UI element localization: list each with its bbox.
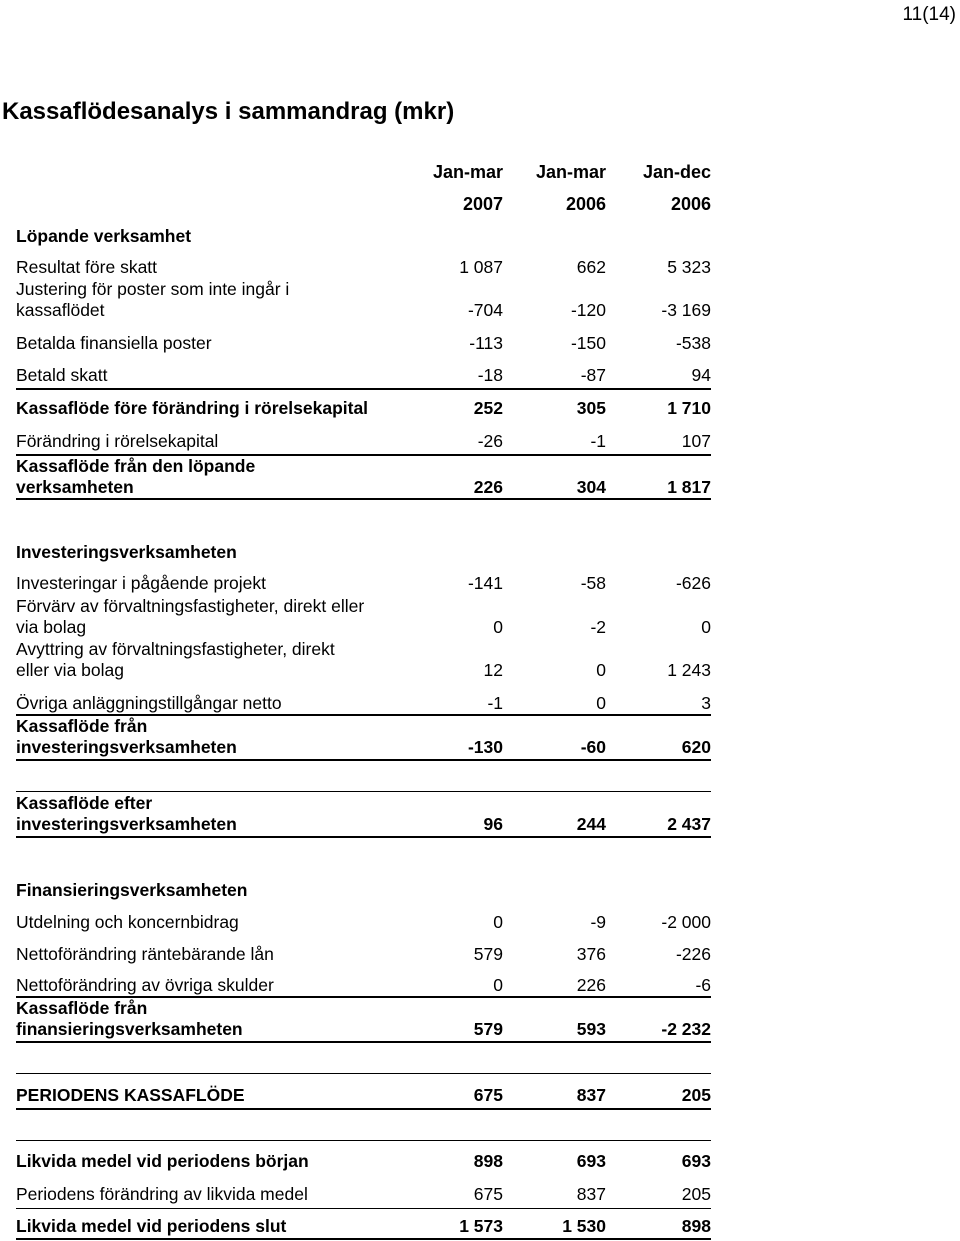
- column-year-header: [400, 194, 711, 216]
- value-2006: -87: [580, 365, 606, 385]
- row-periodens-kassaflode: [16, 1085, 711, 1106]
- col3-year: 2006: [670, 194, 711, 214]
- value-2006-full: 898: [681, 1216, 711, 1236]
- row-likvida-slut: [16, 1216, 711, 1237]
- row-kassaflode-efter: [16, 793, 711, 835]
- col2-period: Jan-mar: [535, 162, 606, 182]
- value-2007: -141: [467, 573, 503, 593]
- divider: [16, 791, 711, 792]
- row-likvida-forandring: [16, 1184, 711, 1205]
- value-2006: 693: [576, 1151, 606, 1171]
- row-label-line2: investeringsverksamheten: [16, 814, 237, 834]
- row-label-line1: Kassaflöde från: [16, 716, 148, 736]
- value-2006-full: 620: [681, 737, 711, 757]
- value-2006-full: 205: [681, 1184, 711, 1204]
- divider: [16, 1073, 711, 1074]
- value-2007: 252: [473, 398, 503, 418]
- value-2007: -26: [477, 431, 503, 451]
- value-2006-full: 1 817: [667, 477, 711, 497]
- value-2007: -704: [467, 300, 503, 320]
- value-2007: -18: [477, 365, 503, 385]
- value-2007: 579: [473, 1019, 503, 1039]
- value-2006-full: 693: [681, 1151, 711, 1171]
- row-label: Betald skatt: [16, 365, 108, 385]
- row-label-line2: eller via bolag: [16, 660, 124, 680]
- row-label-line1: Kassaflöde från den löpande: [16, 456, 256, 476]
- divider: [16, 759, 711, 761]
- row-label: PERIODENS KASSAFLÖDE: [16, 1085, 245, 1105]
- value-2006-full: 205: [681, 1085, 711, 1105]
- col1-year: 2007: [462, 194, 503, 214]
- value-2006: 376: [576, 944, 606, 964]
- row-ovriga-skulder: [16, 975, 711, 996]
- value-2007: 0: [493, 975, 503, 995]
- row-label: Utdelning och koncernbidrag: [16, 912, 239, 932]
- value-2006-full: -2 232: [661, 1019, 711, 1039]
- value-2007: -113: [469, 333, 503, 353]
- value-2006: -58: [580, 573, 606, 593]
- row-investeringar-projekt: [16, 573, 711, 594]
- value-2006: -1: [590, 431, 606, 451]
- page-number: 11(14): [902, 4, 956, 25]
- row-label: Resultat före skatt: [16, 257, 158, 277]
- value-2006: -2: [590, 617, 606, 637]
- value-2007: 675: [473, 1184, 503, 1204]
- row-utdelning: [16, 912, 711, 933]
- divider: [16, 1238, 711, 1240]
- value-2006-full: 107: [681, 431, 711, 451]
- value-2006: 1 530: [562, 1216, 606, 1236]
- section-finansiering-heading: Finansieringsverksamheten: [16, 880, 248, 900]
- value-2006-full: 94: [691, 365, 711, 385]
- column-period-header: [400, 162, 711, 184]
- value-2006-full: 1 243: [667, 660, 711, 680]
- row-label: Övriga anläggningstillgångar netto: [16, 693, 282, 713]
- col3-period: Jan-dec: [642, 162, 711, 182]
- row-forvarv: [16, 596, 711, 638]
- divider: [16, 498, 711, 500]
- divider: [16, 1208, 711, 1209]
- row-label: Periodens förändring av likvida medel: [16, 1184, 308, 1204]
- divider: [16, 1140, 711, 1141]
- value-2006-full: 1 710: [667, 398, 711, 418]
- section-lopande-heading: Löpande verksamhet: [16, 226, 192, 246]
- value-2007: 1 573: [459, 1216, 503, 1236]
- row-justering: [16, 279, 711, 321]
- row-label: Likvida medel vid periodens slut: [16, 1216, 287, 1236]
- value-2006-full: -6: [695, 975, 711, 995]
- value-2006: 593: [576, 1019, 606, 1039]
- value-2006-full: -626: [675, 573, 711, 593]
- row-ovriga-anlaggningar: [16, 693, 711, 714]
- value-2007: -130: [467, 737, 503, 757]
- row-label: Nettoförändring av övriga skulder: [16, 975, 274, 995]
- value-2007: -1: [487, 693, 503, 713]
- row-label-line2: investeringsverksamheten: [16, 737, 237, 757]
- row-label: Investeringar i pågående projekt: [16, 573, 267, 593]
- row-label-line2: via bolag: [16, 617, 87, 637]
- value-2006: 226: [576, 975, 606, 995]
- row-label: Betalda finansiella poster: [16, 333, 212, 353]
- value-2006-full: -2 000: [661, 912, 711, 932]
- divider: [16, 388, 711, 390]
- value-2007: 1 087: [459, 257, 503, 277]
- value-2006-full: 3: [701, 693, 711, 713]
- value-2006-full: 5 323: [667, 257, 711, 277]
- value-2006-full: 0: [701, 617, 711, 637]
- value-2007: 675: [473, 1085, 503, 1105]
- value-2006: -150: [570, 333, 606, 353]
- page-title: Kassaflödesanalys i sammandrag (mkr): [2, 98, 455, 125]
- row-label-line2: kassaflödet: [16, 300, 105, 320]
- row-label-line1: Avyttring av förvaltningsfastigheter, direkt: [16, 639, 335, 659]
- row-label: Kassaflöde före förändring i rörelsekapital: [16, 398, 369, 418]
- value-2007: 96: [483, 814, 503, 834]
- row-kassaflode-lopande: [16, 456, 711, 498]
- row-label-line2: verksamheten: [16, 477, 134, 497]
- row-label-line1: Kassaflöde från: [16, 998, 148, 1018]
- row-label-line2: finansieringsverksamheten: [16, 1019, 243, 1039]
- divider: [16, 836, 711, 838]
- divider: [16, 1108, 711, 1110]
- value-2006-full: 2 437: [667, 814, 711, 834]
- row-avyttring: [16, 639, 711, 681]
- value-2006: 304: [576, 477, 606, 497]
- row-label: Likvida medel vid periodens början: [16, 1151, 309, 1171]
- value-2007: 579: [473, 944, 503, 964]
- value-2006-full: -3 169: [661, 300, 711, 320]
- section-investering-heading: Investeringsverksamheten: [16, 542, 237, 562]
- row-rantebarande-lan: [16, 944, 711, 965]
- value-2006-full: -538: [675, 333, 711, 353]
- value-2007: 898: [473, 1151, 503, 1171]
- row-kassaflode-investering: [16, 716, 711, 758]
- value-2006: 837: [576, 1184, 606, 1204]
- value-2007: 12: [483, 660, 503, 680]
- row-label-line1: Kassaflöde efter: [16, 793, 153, 813]
- value-2006: 305: [576, 398, 606, 418]
- row-likvida-borjan: [16, 1151, 711, 1172]
- row-kassaflode-fore: [16, 398, 711, 419]
- value-2006: 837: [576, 1085, 606, 1105]
- row-label: Nettoförändring räntebärande lån: [16, 944, 274, 964]
- row-kassaflode-finansiering: [16, 998, 711, 1040]
- row-betald-skatt: [16, 365, 711, 386]
- value-2006: 662: [576, 257, 606, 277]
- row-resultat: [16, 257, 711, 278]
- value-2007: 0: [493, 912, 503, 932]
- col1-period: Jan-mar: [432, 162, 503, 182]
- row-label-line1: Justering för poster som inte ingår i: [16, 279, 290, 299]
- value-2006: -60: [580, 737, 606, 757]
- value-2006: -120: [570, 300, 606, 320]
- value-2006: 0: [596, 693, 606, 713]
- divider: [16, 1041, 711, 1043]
- row-forandring-rorelsekapital: [16, 431, 711, 452]
- value-2007: 0: [493, 617, 503, 637]
- col2-year: 2006: [565, 194, 606, 214]
- row-label: Förändring i rörelsekapital: [16, 431, 219, 451]
- row-finansiella-poster: [16, 333, 711, 354]
- value-2006: 244: [576, 814, 606, 834]
- row-label-line1: Förvärv av förvaltningsfastigheter, direkt eller: [16, 596, 365, 616]
- value-2006: -9: [590, 912, 606, 932]
- value-2007: 226: [473, 477, 503, 497]
- value-2006-full: -226: [675, 944, 711, 964]
- value-2006: 0: [596, 660, 606, 680]
